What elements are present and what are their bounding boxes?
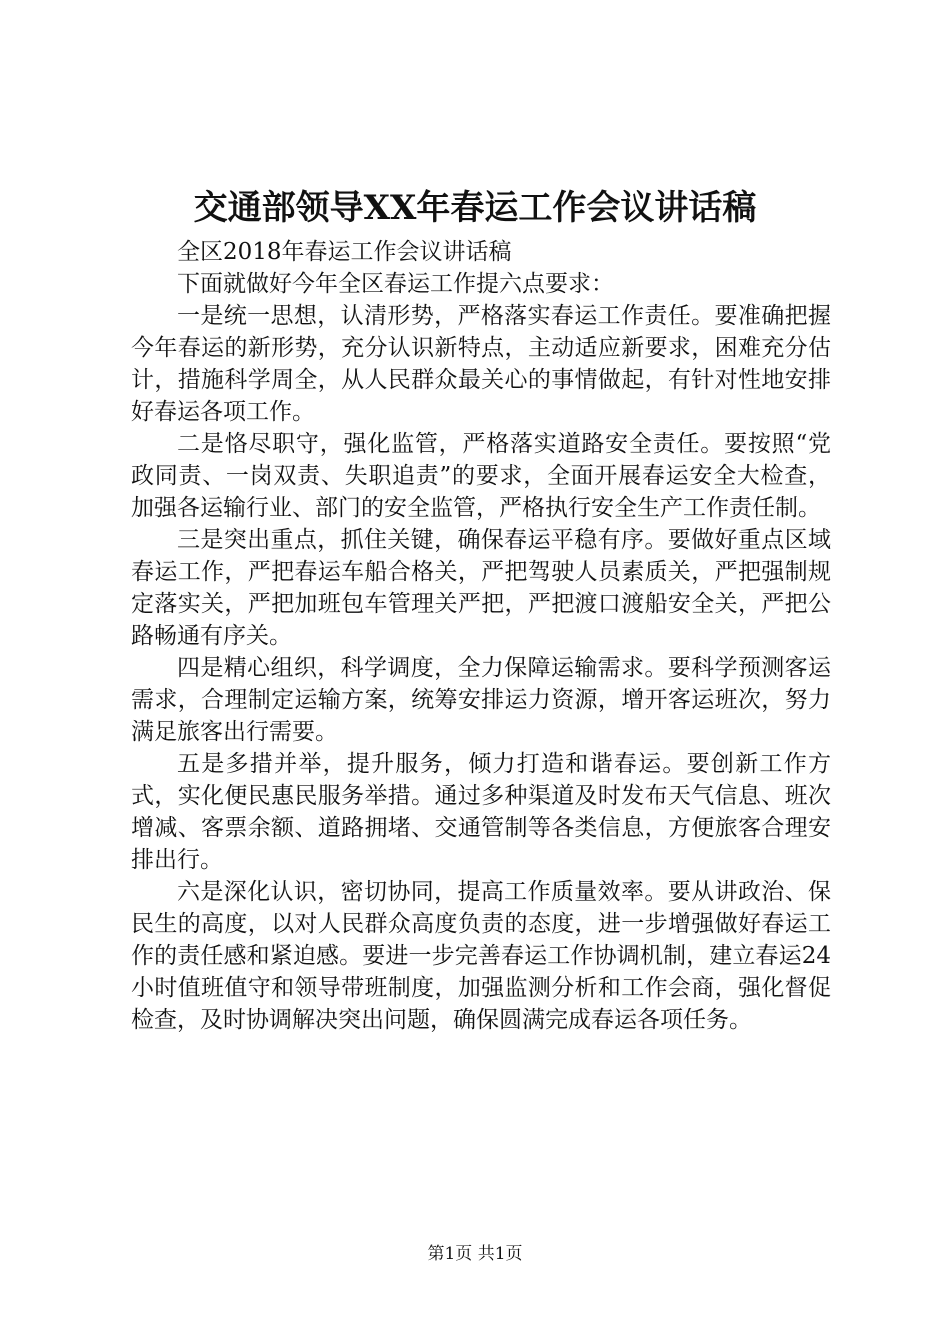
document-body (131, 236, 831, 1036)
paragraph-requirement-3: 三是突出重点，抓住关键，确保春运平稳有序。要做好重点区域春运工作，严把春运车船合格关，严把驾驶人员素质关，严把强制规定落实关，严把加班包车管理关严把，严把渡口渡船安全关，严把公路畅通有序关。 (131, 527, 831, 649)
paragraph-requirement-6: 六是深化认识，密切协同，提高工作质量效率。要从讲政治、保民生的高度，以对人民群众高度负责的态度，进一步增强做好春运工作的责任感和紧迫感。要进一步完善春运工作协调机制，建立春运24小时值班值守和领导带班制度，加强监测分析和工作会商，强化督促检查，及时协调解决突出问题，确保圆满完成春运各项任务。 (131, 879, 831, 1033)
paragraph-subtitle: 全区2018年春运工作会议讲话稿 (177, 239, 512, 265)
document-title: 交通部领导XX年春运工作会议讲话稿 (193, 188, 757, 228)
paragraph-intro: 下面就做好今年全区春运工作提六点要求： (177, 271, 614, 297)
paragraph-requirement-4: 四是精心组织，科学调度，全力保障运输需求。要科学预测客运需求，合理制定运输方案，统筹安排运力资源，增开客运班次，努力满足旅客出行需要。 (131, 655, 831, 745)
paragraph-requirement-5: 五是多措并举，提升服务，倾力打造和谐春运。要创新工作方式，实化便民惠民服务举措。通过多种渠道及时发布天气信息、班次增减、客票余额、道路拥堵、交通管制等各类信息，方便旅客合理安排出行。 (131, 751, 831, 873)
paragraph-requirement-1: 一是统一思想，认清形势，严格落实春运工作责任。要准确把握今年春运的新形势，充分认识新特点，主动适应新要求，困难充分估计，措施科学周全，从人民群众最关心的事情做起，有针对性地安排好春运各项工作。 (131, 303, 831, 425)
page-number-footer: 第1页 共1页 (427, 1244, 523, 1264)
paragraph-requirement-2: 二是恪尽职守，强化监管，严格落实道路安全责任。要按照“党政同责、一岗双责、失职追责”的要求，全面开展春运安全大检查，加强各运输行业、部门的安全监管，严格执行安全生产工作责任制。 (131, 431, 831, 521)
